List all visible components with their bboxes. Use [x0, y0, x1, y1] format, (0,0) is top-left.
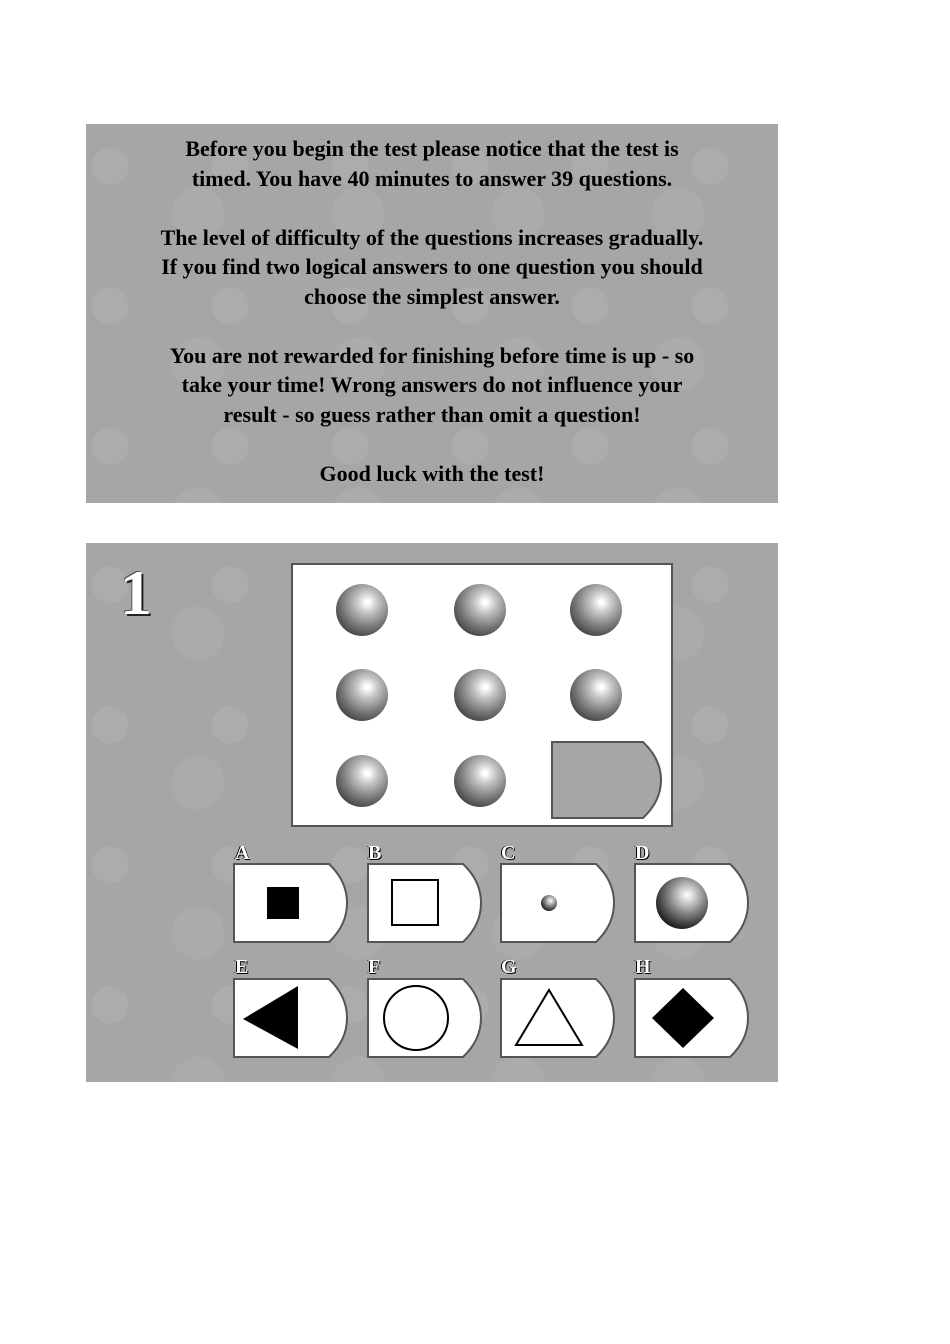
option-tile [233, 978, 349, 1058]
option-h[interactable] [634, 978, 750, 1058]
instructions-paragraph-4 [86, 459, 778, 489]
option-tile [634, 978, 750, 1058]
instructions-line: Before you begin the test please notice that the test is [185, 136, 679, 161]
instructions-panel [86, 124, 778, 503]
instructions-line: If you find two logical answers to one question you should [161, 254, 703, 279]
option-tile [634, 863, 750, 943]
sphere-icon [454, 584, 506, 636]
option-letter-g: G [501, 956, 517, 978]
filled-square-icon [267, 887, 299, 919]
option-tile [233, 863, 349, 943]
pattern-matrix [291, 563, 673, 827]
option-letter-a: A [235, 842, 250, 864]
instructions-paragraph-1 [86, 134, 778, 193]
missing-answer-tile [551, 741, 663, 819]
option-tile [367, 863, 483, 943]
option-letter-c: C [501, 842, 516, 864]
instructions-line: timed. You have 40 minutes to answer 39 questions. [191, 165, 673, 191]
sphere-icon [336, 584, 388, 636]
sphere-icon [570, 669, 622, 721]
option-letter-e: E [235, 956, 249, 978]
instructions-line: Good luck with the test! [319, 460, 545, 486]
small-sphere-icon [541, 895, 557, 911]
sphere-icon [336, 755, 388, 807]
sphere-icon [336, 669, 388, 721]
instructions-line: choose the simplest answer. [304, 283, 560, 309]
option-b[interactable] [367, 863, 483, 943]
option-f[interactable] [367, 978, 483, 1058]
option-letter-f: F [368, 956, 381, 978]
option-tile [500, 863, 616, 943]
option-d[interactable] [634, 863, 750, 943]
sphere-icon [454, 669, 506, 721]
question-number: 1 [120, 557, 152, 628]
sphere-icon [570, 584, 622, 636]
option-tile [500, 978, 616, 1058]
option-g[interactable] [500, 978, 616, 1058]
instructions-paragraph-3 [86, 341, 778, 430]
instructions-text [86, 134, 778, 518]
instructions-line: result - so guess rather than omit a question! [223, 401, 641, 427]
option-a[interactable] [233, 863, 349, 943]
instructions-line: You are not rewarded for finishing before time is up - so [169, 342, 695, 368]
sphere-icon [656, 877, 708, 929]
option-letter-b: B [368, 842, 382, 864]
instructions-paragraph-2 [86, 223, 778, 312]
option-letter-d: D [635, 842, 650, 864]
sphere-icon [454, 755, 506, 807]
instructions-line: take your time! Wrong answers do not influence your [181, 372, 683, 397]
option-tile [367, 978, 483, 1058]
option-e[interactable] [233, 978, 349, 1058]
instructions-line: The level of difficulty of the questions increases gradually. [160, 224, 704, 250]
question-panel [86, 543, 778, 1082]
option-letter-h: H [635, 956, 651, 978]
option-c[interactable] [500, 863, 616, 943]
